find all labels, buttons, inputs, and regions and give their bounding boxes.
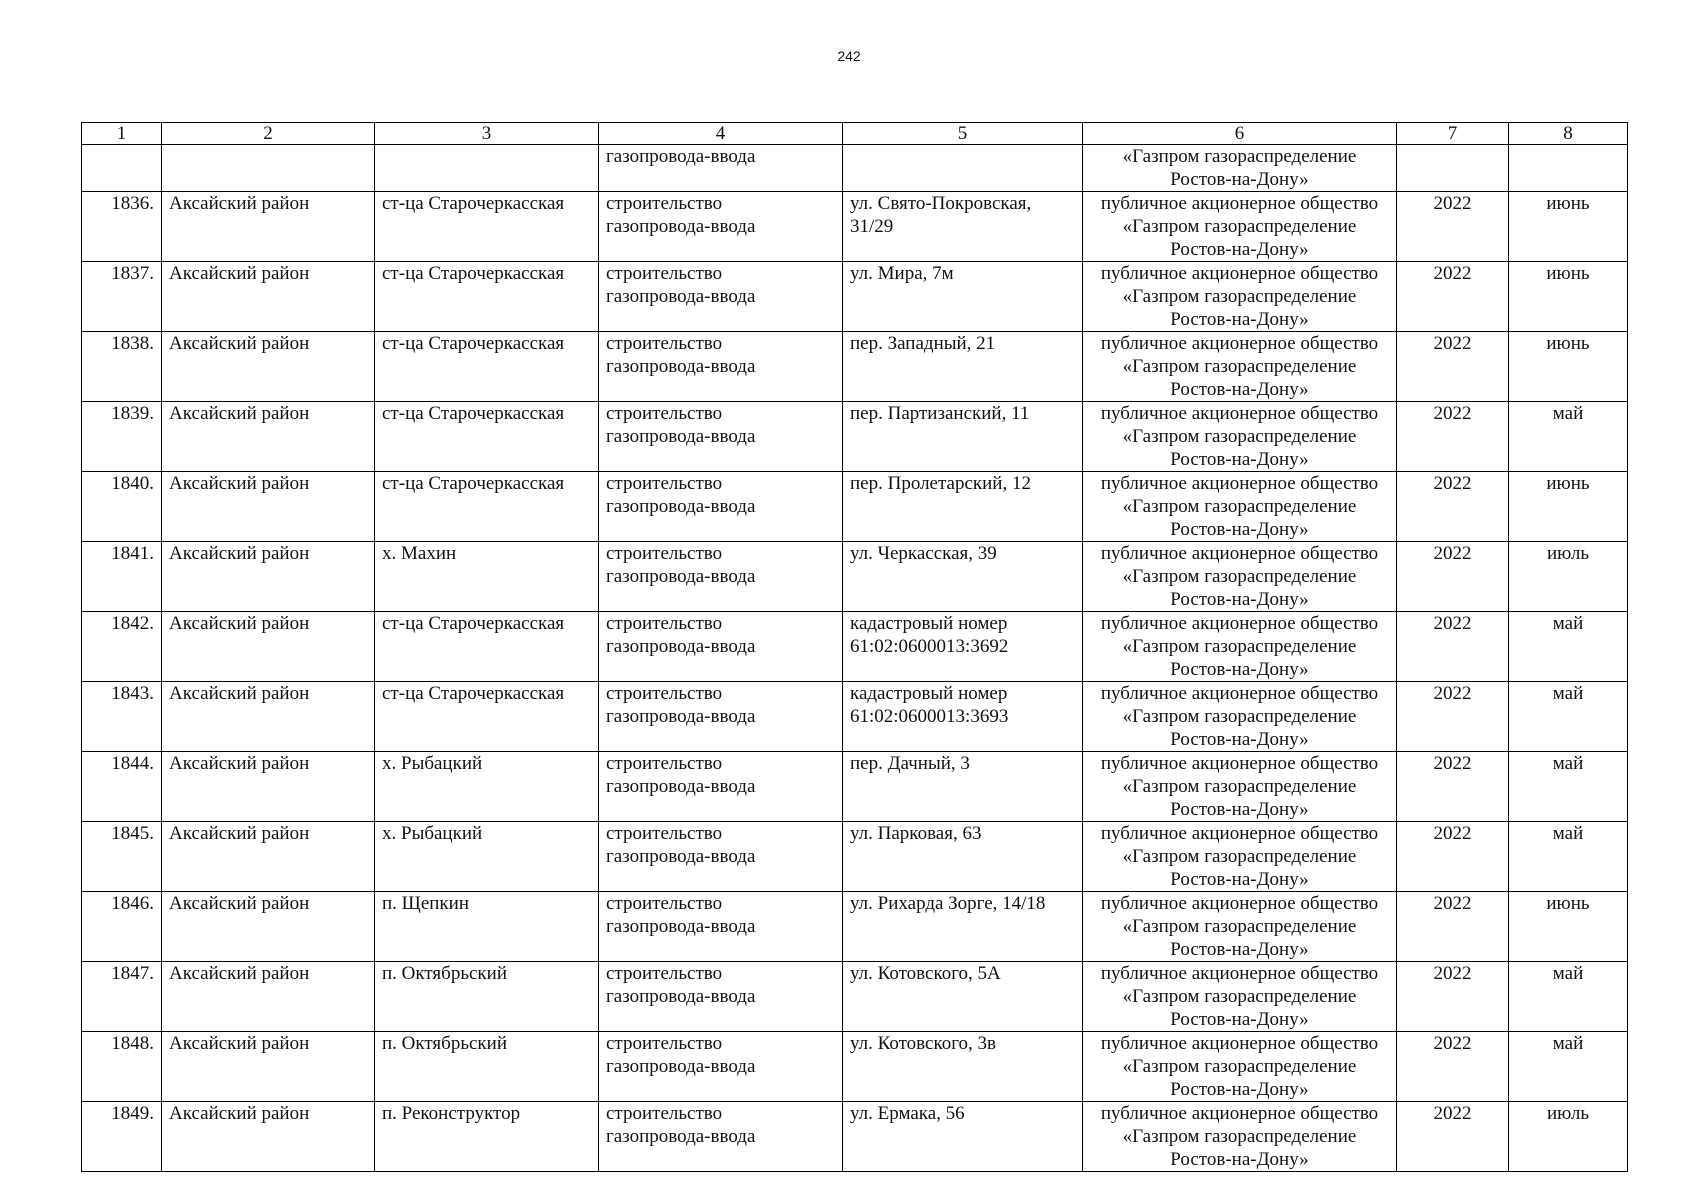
column-header: 7 <box>1397 123 1509 145</box>
column-header: 5 <box>843 123 1083 145</box>
cell-settlement: ст-ца Старочеркасская <box>375 612 599 682</box>
cell-work <box>599 892 843 962</box>
cell-settlement: ст-ца Старочеркасская <box>375 262 599 332</box>
org-line: Ростов-на-Дону» <box>1170 939 1309 960</box>
org-line: Ростов-на-Дону» <box>1170 589 1309 610</box>
org-line: публичное акционерное общество <box>1100 613 1379 634</box>
cell-organization <box>1083 145 1397 192</box>
column-header: 8 <box>1509 123 1628 145</box>
work-line: строительство <box>606 543 723 564</box>
cell-month: июнь <box>1509 892 1628 962</box>
org-line: «Газпром газораспределение <box>1122 286 1357 307</box>
work-line: строительство <box>606 893 723 914</box>
cell-month: июнь <box>1509 472 1628 542</box>
cell-work <box>599 962 843 1032</box>
cell-address: ул. Котовского, 5А <box>843 962 1083 1032</box>
org-line: публичное акционерное общество <box>1100 333 1379 354</box>
work-line: газопровода-ввода <box>606 216 756 237</box>
cell-organization <box>1083 542 1397 612</box>
org-line: «Газпром газораспределение <box>1122 1056 1357 1077</box>
cell-settlement: х. Махин <box>375 542 599 612</box>
cell-year: 2022 <box>1397 262 1509 332</box>
org-line: Ростов-на-Дону» <box>1170 869 1309 890</box>
org-line: публичное акционерное общество <box>1100 963 1379 984</box>
gas-pipeline-table <box>81 122 1628 1172</box>
column-header: 6 <box>1083 123 1397 145</box>
cell-month: май <box>1509 822 1628 892</box>
column-header: 4 <box>599 123 843 145</box>
column-header: 3 <box>375 123 599 145</box>
work-line: газопровода-ввода <box>606 496 756 517</box>
work-line: газопровода-ввода <box>606 1056 756 1077</box>
cell-num: 1840. <box>82 472 162 542</box>
cell-num: 1845. <box>82 822 162 892</box>
cell-address: пер. Пролетарский, 12 <box>843 472 1083 542</box>
cell-year: 2022 <box>1397 1102 1509 1172</box>
org-line: Ростов-на-Дону» <box>1170 799 1309 820</box>
cell-organization <box>1083 752 1397 822</box>
cell-year: 2022 <box>1397 1032 1509 1102</box>
org-line: «Газпром газораспределение <box>1122 566 1357 587</box>
org-line: публичное акционерное общество <box>1100 823 1379 844</box>
column-header: 1 <box>82 123 162 145</box>
org-line: Ростов-на-Дону» <box>1170 169 1309 190</box>
org-line: публичное акционерное общество <box>1100 753 1379 774</box>
work-line: газопровода-ввода <box>606 846 756 867</box>
cell-settlement: х. Рыбацкий <box>375 752 599 822</box>
table-row <box>82 402 1628 472</box>
cell-organization <box>1083 262 1397 332</box>
org-line: публичное акционерное общество <box>1100 193 1379 214</box>
cell-work <box>599 192 843 262</box>
cell-organization <box>1083 892 1397 962</box>
org-line: Ростов-на-Дону» <box>1170 1009 1309 1030</box>
cell-settlement: п. Октябрьский <box>375 1032 599 1102</box>
cell-work: газопровода-ввода <box>599 145 843 192</box>
continuation-row <box>82 145 1628 192</box>
cell-year: 2022 <box>1397 472 1509 542</box>
org-line: Ростов-на-Дону» <box>1170 449 1309 470</box>
cell-address: ул. Котовского, 3в <box>843 1032 1083 1102</box>
cell-district: Аксайский район <box>162 472 375 542</box>
org-line: публичное акционерное общество <box>1100 683 1379 704</box>
cell-district: Аксайский район <box>162 332 375 402</box>
work-line: газопровода-ввода <box>606 426 756 447</box>
org-line: «Газпром газораспределение <box>1122 426 1357 447</box>
cell-month: июль <box>1509 1102 1628 1172</box>
cell-organization <box>1083 822 1397 892</box>
cell-month: июль <box>1509 542 1628 612</box>
org-line: «Газпром газораспределение <box>1122 356 1357 377</box>
cell-organization <box>1083 962 1397 1032</box>
work-line: газопровода-ввода <box>606 776 756 797</box>
org-line: публичное акционерное общество <box>1100 263 1379 284</box>
cell-settlement: ст-ца Старочеркасская <box>375 332 599 402</box>
cell-year <box>1397 145 1509 192</box>
cell-settlement <box>375 145 599 192</box>
cell-settlement: ст-ца Старочеркасская <box>375 402 599 472</box>
cell-year: 2022 <box>1397 892 1509 962</box>
cell-district: Аксайский район <box>162 892 375 962</box>
table-row <box>82 472 1628 542</box>
cell-district: Аксайский район <box>162 402 375 472</box>
cell-district <box>162 145 375 192</box>
cell-work <box>599 332 843 402</box>
work-line: строительство <box>606 1103 723 1124</box>
table-row <box>82 1102 1628 1172</box>
cell-work <box>599 1032 843 1102</box>
work-line: строительство <box>606 1033 723 1054</box>
cell-district: Аксайский район <box>162 752 375 822</box>
work-line: строительство <box>606 823 723 844</box>
cell-num: 1847. <box>82 962 162 1032</box>
org-line: Ростов-на-Дону» <box>1170 309 1309 330</box>
cell-work <box>599 612 843 682</box>
table-row <box>82 962 1628 1032</box>
cell-num: 1838. <box>82 332 162 402</box>
work-line: строительство <box>606 263 723 284</box>
cell-address: кадастровый номер 61:02:0600013:3692 <box>843 612 1083 682</box>
cell-month: май <box>1509 962 1628 1032</box>
cell-address: ул. Парковая, 63 <box>843 822 1083 892</box>
table-row <box>82 612 1628 682</box>
cell-num: 1842. <box>82 612 162 682</box>
work-line: строительство <box>606 193 723 214</box>
cell-settlement: х. Рыбацкий <box>375 822 599 892</box>
table-row <box>82 822 1628 892</box>
cell-num: 1843. <box>82 682 162 752</box>
cell-address: пер. Западный, 21 <box>843 332 1083 402</box>
work-line: газопровода-ввода <box>606 706 756 727</box>
cell-num: 1837. <box>82 262 162 332</box>
org-line: Ростов-на-Дону» <box>1170 1079 1309 1100</box>
column-header: 2 <box>162 123 375 145</box>
org-line: «Газпром газораспределение <box>1122 776 1357 797</box>
cell-month: июнь <box>1509 332 1628 402</box>
org-line: Ростов-на-Дону» <box>1170 379 1309 400</box>
cell-month: май <box>1509 752 1628 822</box>
cell-year: 2022 <box>1397 192 1509 262</box>
cell-organization <box>1083 1032 1397 1102</box>
work-line: строительство <box>606 403 723 424</box>
cell-year: 2022 <box>1397 612 1509 682</box>
org-line: «Газпром газораспределение <box>1122 496 1357 517</box>
cell-year: 2022 <box>1397 402 1509 472</box>
cell-organization <box>1083 472 1397 542</box>
work-line: газопровода-ввода <box>606 916 756 937</box>
cell-organization <box>1083 612 1397 682</box>
cell-month: май <box>1509 402 1628 472</box>
table-row <box>82 752 1628 822</box>
cell-year: 2022 <box>1397 542 1509 612</box>
cell-num: 1846. <box>82 892 162 962</box>
cell-month: май <box>1509 1032 1628 1102</box>
work-line: газопровода-ввода <box>606 986 756 1007</box>
cell-district: Аксайский район <box>162 1102 375 1172</box>
cell-month: май <box>1509 612 1628 682</box>
table-row <box>82 262 1628 332</box>
work-line: газопровода-ввода <box>606 636 756 657</box>
cell-work <box>599 752 843 822</box>
cell-num: 1839. <box>82 402 162 472</box>
org-line: «Газпром газораспределение <box>1122 986 1357 1007</box>
org-line: публичное акционерное общество <box>1100 1103 1379 1124</box>
table-row <box>82 1032 1628 1102</box>
table-row <box>82 682 1628 752</box>
work-line: газопровода-ввода <box>606 1126 756 1147</box>
cell-organization <box>1083 192 1397 262</box>
cell-district: Аксайский район <box>162 262 375 332</box>
cell-district: Аксайский район <box>162 542 375 612</box>
cell-address: ул. Свято-Покровская, 31/29 <box>843 192 1083 262</box>
cell-work <box>599 402 843 472</box>
cell-num: 1836. <box>82 192 162 262</box>
cell-month: июнь <box>1509 192 1628 262</box>
cell-num: 1849. <box>82 1102 162 1172</box>
cell-work <box>599 472 843 542</box>
cell-settlement: п. Реконструктор <box>375 1102 599 1172</box>
org-line: «Газпром газораспределение <box>1122 846 1357 867</box>
cell-address: ул. Рихарда Зорге, 14/18 <box>843 892 1083 962</box>
org-line: публичное акционерное общество <box>1100 543 1379 564</box>
cell-organization <box>1083 1102 1397 1172</box>
cell-month <box>1509 145 1628 192</box>
org-line: публичное акционерное общество <box>1100 473 1379 494</box>
cell-address: кадастровый номер 61:02:0600013:3693 <box>843 682 1083 752</box>
work-line: газопровода-ввода <box>606 566 756 587</box>
cell-district: Аксайский район <box>162 822 375 892</box>
cell-settlement: ст-ца Старочеркасская <box>375 472 599 542</box>
org-line: «Газпром газораспределение <box>1122 146 1357 167</box>
cell-num: 1841. <box>82 542 162 612</box>
cell-num: 1848. <box>82 1032 162 1102</box>
cell-month: май <box>1509 682 1628 752</box>
cell-num: 1844. <box>82 752 162 822</box>
org-line: публичное акционерное общество <box>1100 403 1379 424</box>
cell-work <box>599 1102 843 1172</box>
work-line: строительство <box>606 333 723 354</box>
cell-organization <box>1083 402 1397 472</box>
table-row <box>82 892 1628 962</box>
cell-num <box>82 145 162 192</box>
org-line: Ростов-на-Дону» <box>1170 519 1309 540</box>
cell-settlement: ст-ца Старочеркасская <box>375 192 599 262</box>
work-line: строительство <box>606 963 723 984</box>
cell-address <box>843 145 1083 192</box>
cell-year: 2022 <box>1397 962 1509 1032</box>
work-line: газопровода-ввода <box>606 286 756 307</box>
org-line: «Газпром газораспределение <box>1122 216 1357 237</box>
work-line: строительство <box>606 753 723 774</box>
org-line: Ростов-на-Дону» <box>1170 1149 1309 1170</box>
work-line: строительство <box>606 683 723 704</box>
cell-work <box>599 542 843 612</box>
org-line: «Газпром газораспределение <box>1122 916 1357 937</box>
cell-year: 2022 <box>1397 822 1509 892</box>
org-line: «Газпром газораспределение <box>1122 636 1357 657</box>
org-line: Ростов-на-Дону» <box>1170 239 1309 260</box>
org-line: публичное акционерное общество <box>1100 893 1379 914</box>
cell-district: Аксайский район <box>162 962 375 1032</box>
column-number-row <box>82 123 1628 145</box>
cell-address: ул. Ермака, 56 <box>843 1102 1083 1172</box>
cell-district: Аксайский район <box>162 612 375 682</box>
cell-organization <box>1083 332 1397 402</box>
cell-year: 2022 <box>1397 332 1509 402</box>
cell-settlement: п. Щепкин <box>375 892 599 962</box>
cell-address: ул. Черкасская, 39 <box>843 542 1083 612</box>
cell-district: Аксайский район <box>162 682 375 752</box>
table-row <box>82 332 1628 402</box>
cell-year: 2022 <box>1397 752 1509 822</box>
cell-address: ул. Мира, 7м <box>843 262 1083 332</box>
work-line: строительство <box>606 473 723 494</box>
org-line: публичное акционерное общество <box>1100 1033 1379 1054</box>
table-row <box>82 542 1628 612</box>
cell-year: 2022 <box>1397 682 1509 752</box>
cell-work <box>599 262 843 332</box>
org-line: Ростов-на-Дону» <box>1170 659 1309 680</box>
cell-settlement: п. Октябрьский <box>375 962 599 1032</box>
org-line: Ростов-на-Дону» <box>1170 729 1309 750</box>
cell-work <box>599 682 843 752</box>
org-line: «Газпром газораспределение <box>1122 706 1357 727</box>
cell-address: пер. Партизанский, 11 <box>843 402 1083 472</box>
cell-month: июнь <box>1509 262 1628 332</box>
work-line: газопровода-ввода <box>606 356 756 377</box>
cell-address: пер. Дачный, 3 <box>843 752 1083 822</box>
cell-district: Аксайский район <box>162 1032 375 1102</box>
page-number: 242 <box>837 48 861 64</box>
cell-work <box>599 822 843 892</box>
cell-organization <box>1083 682 1397 752</box>
cell-settlement: ст-ца Старочеркасская <box>375 682 599 752</box>
org-line: «Газпром газораспределение <box>1122 1126 1357 1147</box>
table-row <box>82 192 1628 262</box>
cell-district: Аксайский район <box>162 192 375 262</box>
work-line: строительство <box>606 613 723 634</box>
